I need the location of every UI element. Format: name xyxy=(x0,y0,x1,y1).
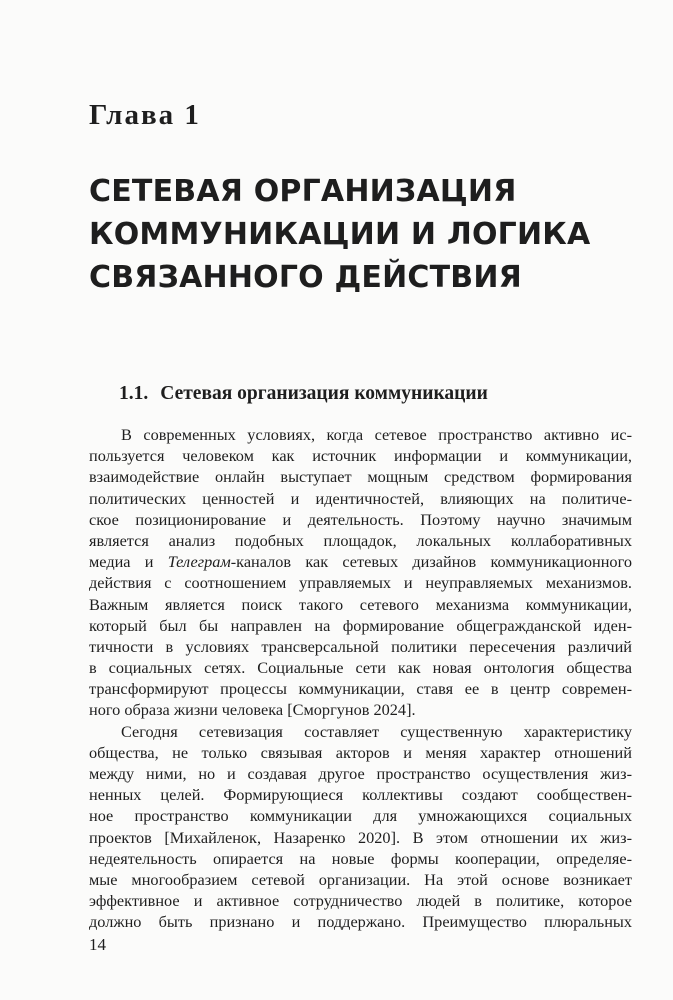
chapter-title xyxy=(89,170,609,299)
text-line: взаимодействие онлайн выступает мощным средством формирования xyxy=(89,467,632,487)
text-line: ное пространство коммуникации для умножающихся социальных xyxy=(89,806,632,826)
text-line: должно быть признано и поддержано. Преимущество плюральных xyxy=(89,912,632,932)
text-line: тичности в условиях трансверсальной политики пересечения различий xyxy=(89,636,632,656)
body-text xyxy=(89,424,632,933)
text-line: мые многообразием сетевой организации. На этой основе возникает xyxy=(89,869,632,889)
chapter-title-line: КОММУНИКАЦИИ И ЛОГИКА xyxy=(89,217,591,252)
section-title: Сетевая организация коммуникации xyxy=(160,383,488,404)
page-number: 14 xyxy=(89,935,106,954)
section-number: 1.1. xyxy=(119,383,149,404)
text-line: Важным является поиск такого сетевого механизма коммуникации, xyxy=(89,594,632,614)
text-line: ненных целей. Формирующиеся коллективы создают сообществен- xyxy=(89,785,632,805)
text-line: действия с соотношением управляемых и неуправляемых механизмов. xyxy=(89,573,632,593)
text-line: который был бы направлен на формирование общегражданской иден- xyxy=(89,615,632,635)
text-line: трансформируют процессы коммуникации, ставя ее в центр современ- xyxy=(89,679,632,699)
text-line: политических ценностей и идентичностей, влияющих на политиче- xyxy=(89,488,632,508)
text-line: ское позиционирование и деятельность. Поэтому научно значимым xyxy=(89,509,632,529)
text-line: В современных условиях, когда сетевое пространство активно ис- xyxy=(121,425,632,444)
text-line: проектов [Михайленок, Назаренко 2020]. В этом отношении их жиз- xyxy=(89,827,632,847)
chapter-title-line: СВЯЗАННОГО ДЕЙСТВИЯ xyxy=(89,260,522,295)
text-line: эффективное и активное сотрудничество людей в политике, которое xyxy=(89,891,632,911)
text-line: пользуется человеком как источник информации и коммуникации, xyxy=(89,446,632,466)
text-line: является анализ подобных площадок, локальных коллаборативных xyxy=(89,530,632,550)
chapter-label: Глава 1 xyxy=(89,99,201,131)
text-line: общества, не только связывая акторов и меняя характер отношений xyxy=(89,742,632,762)
section-heading xyxy=(119,383,488,405)
paragraph xyxy=(89,721,632,933)
text-line: Сегодня сетевизация составляет существенную характеристику xyxy=(121,721,632,741)
emphasis-text: Телеграм xyxy=(167,552,231,572)
text-line: между ними, но и создавая другое пространство осуществления жиз- xyxy=(89,764,632,783)
chapter-title-line: СЕТЕВАЯ ОРГАНИЗАЦИЯ xyxy=(89,174,517,209)
text-line: недеятельность опирается на новые формы кооперации, определяе- xyxy=(89,848,632,868)
text-line: ного образа жизни человека [Сморгунов 2024]. xyxy=(89,700,416,720)
text-line: в социальных сетях. Социальные сети как новая онтология общества xyxy=(89,658,632,678)
text-line: медиа и Телеграм-каналов как сетевых дизайнов коммуникационного xyxy=(89,552,632,572)
paragraph xyxy=(89,424,632,721)
